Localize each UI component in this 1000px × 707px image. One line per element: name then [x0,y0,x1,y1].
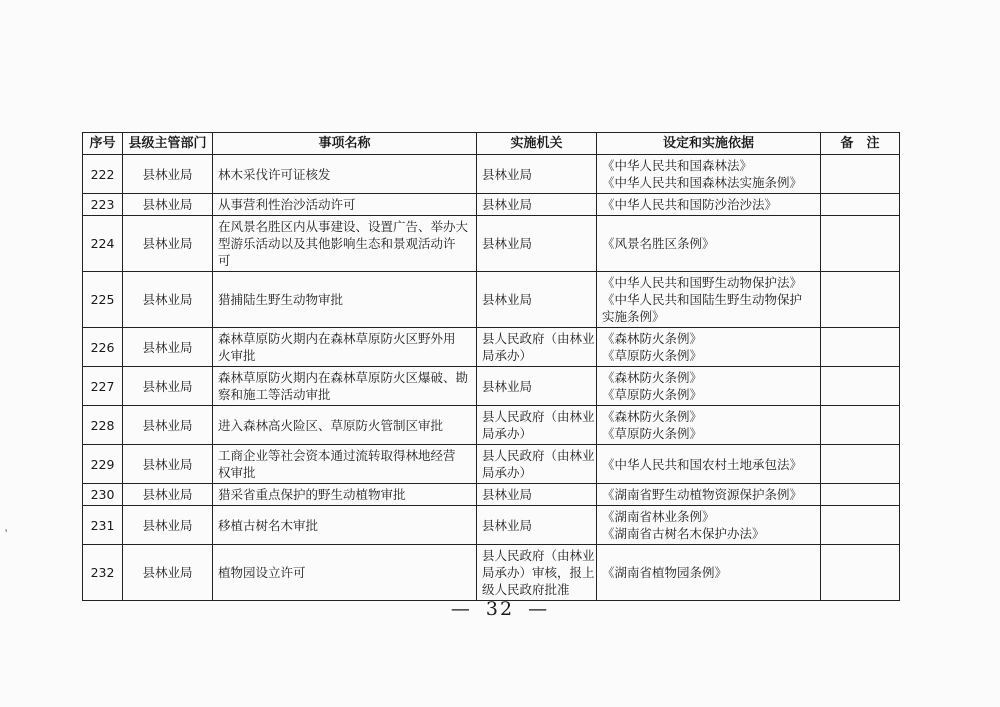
table-row [83,367,900,406]
item-name-line: 猎采省重点保护的野生动植物审批 [218,487,406,502]
page-number-value: 32 [485,598,515,620]
basis-line: 实施条例》 [602,309,665,324]
cell-dept: 县林业局 [123,367,213,406]
cell-item-name [213,272,477,328]
header-basis: 设定和实施依据 [597,133,821,155]
basis-line: 《中华人民共和国陆生野生动物保护 [602,292,803,307]
cell-basis [597,272,821,328]
table-row [83,406,900,445]
cell-agency [477,216,597,272]
cell-item-name [213,545,477,601]
cell-seq: 232 [83,545,123,601]
cell-basis [597,367,821,406]
basis-line: 《湖南省林业条例》 [602,509,715,524]
cell-dept: 县林业局 [123,216,213,272]
basis-line: 《森林防火条例》 [602,409,703,424]
basis-line: 《湖南省植物园条例》 [602,565,728,580]
cell-agency [477,506,597,545]
cell-item-name [213,445,477,484]
basis-line: 《湖南省古树名木保护办法》 [602,526,765,541]
cell-agency [477,367,597,406]
agency-line: 县林业局 [482,487,533,502]
cell-basis [597,445,821,484]
agency-line: 县林业局 [482,236,533,251]
page-number-dash-right: — [528,598,550,620]
basis-line: 《草原防火条例》 [602,426,703,441]
cell-dept: 县林业局 [123,484,213,506]
basis-line: 《中华人民共和国农村土地承包法》 [602,456,803,472]
cell-seq: 231 [83,506,123,545]
cell-item-name [213,367,477,406]
cell-basis [597,216,821,272]
item-name-line: 林木采伐许可证核发 [218,166,331,182]
items-table [82,132,900,601]
item-name-line: 察和施工等活动审批 [218,387,331,402]
agency-line: 局承办） [482,348,533,363]
basis-line: 《中华人民共和国森林法实施条例》 [602,175,803,190]
table-header-row [83,133,900,155]
cell-basis [597,545,821,601]
cell-seq: 228 [83,406,123,445]
item-name-line: 进入森林高火险区、草原防火管制区审批 [218,417,444,433]
agency-line: 县林业局 [482,197,533,212]
cell-item-name [213,216,477,272]
cell-note [821,367,900,406]
agency-line: 级人民政府批准 [482,582,570,597]
cell-item-name [213,406,477,445]
agency-line: 县人民政府（由林业 [482,331,595,346]
agency-line: 局承办） [482,465,533,480]
cell-dept: 县林业局 [123,155,213,194]
cell-basis [597,406,821,445]
cell-dept: 县林业局 [123,506,213,545]
cell-basis [597,506,821,545]
table-row [83,328,900,367]
cell-basis [597,484,821,506]
cell-note [821,194,900,216]
cell-dept: 县林业局 [123,406,213,445]
item-name-line: 权审批 [218,465,256,480]
table-row [83,484,900,506]
agency-line: 局承办）审核，报上 [482,565,595,580]
agency-line: 县林业局 [482,378,533,394]
cell-note [821,272,900,328]
cell-dept: 县林业局 [123,545,213,601]
header-dept: 县级主管部门 [123,133,213,155]
item-name-line: 植物园设立许可 [218,565,306,580]
basis-line: 《森林防火条例》 [602,370,703,385]
cell-seq: 229 [83,445,123,484]
agency-line: 县林业局 [482,517,533,533]
cell-note [821,445,900,484]
item-name-line: 森林草原防火期内在森林草原防火区野外用 [218,331,456,346]
table-row [83,216,900,272]
cell-note [821,545,900,601]
cell-note [821,406,900,445]
item-name-line: 森林草原防火期内在森林草原防火区爆破、勘 [218,370,469,385]
item-name-line: 可 [218,253,231,268]
header-item-name: 事项名称 [213,133,477,155]
basis-line: 《草原防火条例》 [602,348,703,363]
cell-seq: 225 [83,272,123,328]
cell-note [821,484,900,506]
item-name-line: 火审批 [218,348,256,363]
agency-line: 县林业局 [482,292,533,307]
table-row [83,506,900,545]
cell-basis [597,155,821,194]
cell-note [821,155,900,194]
cell-agency [477,155,597,194]
table-row [83,545,900,601]
cell-note [821,506,900,545]
agency-line: 县人民政府（由林业 [482,548,595,563]
cell-seq: 227 [83,367,123,406]
basis-line: 《中华人民共和国森林法》 [602,158,753,173]
scan-edge-mark: , [0,519,10,535]
cell-dept: 县林业局 [123,272,213,328]
cell-dept: 县林业局 [123,445,213,484]
table-row [83,445,900,484]
item-name-line: 型游乐活动以及其他影响生态和景观活动许 [218,236,456,251]
cell-note [821,328,900,367]
table-row [83,155,900,194]
cell-agency [477,406,597,445]
cell-agency [477,328,597,367]
agency-line: 县人民政府（由林业 [482,409,595,424]
cell-item-name [213,155,477,194]
basis-line: 《中华人民共和国防沙治沙法》 [602,197,778,212]
cell-item-name [213,506,477,545]
item-name-line: 猎捕陆生野生动物审批 [218,292,344,307]
page-number [0,598,1000,620]
item-name-line: 在风景名胜区内从事建设、设置广告、举办大 [218,219,469,234]
table-row [83,194,900,216]
cell-basis [597,328,821,367]
cell-seq: 224 [83,216,123,272]
cell-agency [477,194,597,216]
cell-dept: 县林业局 [123,194,213,216]
cell-dept: 县林业局 [123,328,213,367]
cell-item-name [213,484,477,506]
basis-line: 《风景名胜区条例》 [602,236,715,251]
agency-line: 县人民政府（由林业 [482,448,595,463]
cell-seq: 222 [83,155,123,194]
cell-item-name [213,328,477,367]
cell-seq: 226 [83,328,123,367]
cell-agency [477,484,597,506]
cell-agency [477,272,597,328]
agency-line: 局承办） [482,426,533,441]
item-name-line: 从事营利性治沙活动许可 [218,197,356,212]
agency-line: 县林业局 [482,166,533,182]
cell-item-name [213,194,477,216]
cell-agency [477,445,597,484]
cell-agency [477,545,597,601]
basis-line: 《森林防火条例》 [602,331,703,346]
basis-line: 《中华人民共和国野生动物保护法》 [602,275,803,290]
basis-line: 《湖南省野生动植物资源保护条例》 [602,487,803,502]
header-note: 备 注 [821,133,900,155]
cell-seq: 230 [83,484,123,506]
page-number-dash-left: — [450,598,472,620]
header-agency: 实施机关 [477,133,597,155]
cell-note [821,216,900,272]
basis-line: 《草原防火条例》 [602,387,703,402]
table-row [83,272,900,328]
item-name-line: 工商企业等社会资本通过流转取得林地经营 [218,448,456,463]
table-body [83,155,900,601]
item-name-line: 移植古树名木审批 [218,517,319,533]
cell-basis [597,194,821,216]
cell-seq: 223 [83,194,123,216]
header-seq: 序号 [83,133,123,155]
